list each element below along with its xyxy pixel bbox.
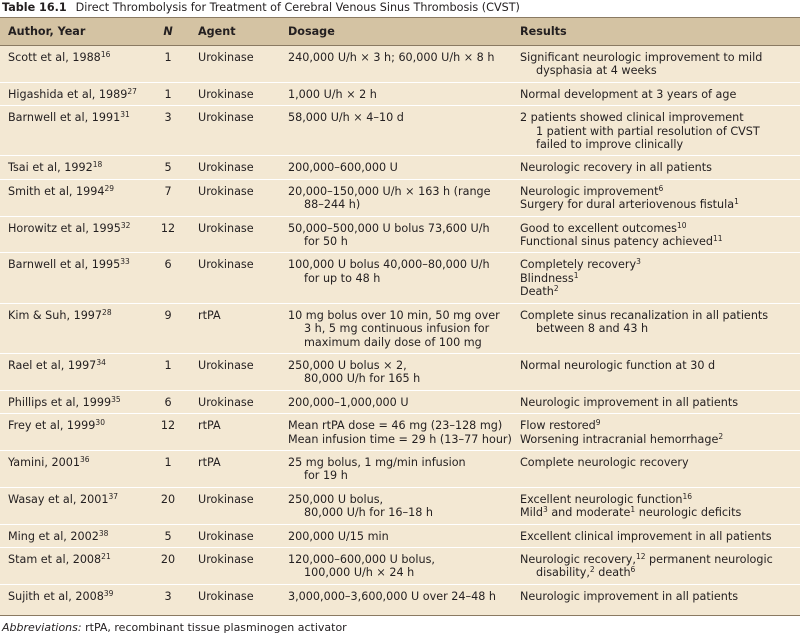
reference-number: 27 (127, 86, 137, 96)
dosage-line (288, 530, 512, 543)
dosage-line (288, 433, 512, 446)
cell-dosage (280, 253, 512, 303)
cell-results (512, 547, 800, 584)
author-year: Stam et al, 2008 (8, 552, 102, 566)
superscript: 1 (573, 270, 579, 280)
result-text: Completely recovery (520, 258, 637, 272)
author-year: Smith et al, 1994 (8, 184, 105, 198)
result-text: Neurologic improvement in all patients (520, 589, 739, 603)
cell-n: 3 (146, 106, 190, 156)
cell-results (512, 253, 800, 303)
author-year: Rael et al, 1997 (8, 358, 97, 372)
superscript: 12 (635, 551, 646, 561)
cell-results (512, 450, 800, 487)
superscript: 11 (712, 234, 723, 244)
cell-agent: Urokinase (190, 547, 280, 584)
superscript: 3 (636, 257, 641, 267)
result-line (520, 88, 800, 101)
cell-author (0, 253, 146, 303)
cell-dosage (280, 46, 512, 83)
cell-author (0, 353, 146, 390)
cell-agent: Urokinase (190, 390, 280, 413)
table-body (0, 46, 800, 608)
reference-number: 28 (102, 307, 112, 317)
result-text: Mild (520, 506, 543, 520)
table-row (0, 487, 800, 524)
dosage-text: 88–244 h) (304, 198, 361, 212)
author-year: Phillips et al, 1999 (8, 395, 112, 409)
table-row (0, 524, 800, 547)
dosage-line (288, 469, 512, 482)
dosage-line (288, 161, 512, 174)
dosage-line (288, 235, 512, 248)
cell-author (0, 46, 146, 83)
cell-agent: rtPA (190, 303, 280, 353)
cell-results (512, 524, 800, 547)
author-year: Scott et al, 1988 (8, 51, 101, 64)
table-row (0, 46, 800, 83)
cell-results (512, 82, 800, 105)
cell-author (0, 390, 146, 413)
author-year: Tsai et al, 1992 (8, 161, 93, 175)
author-year: Wasay et al, 2001 (8, 492, 109, 506)
dosage-line (288, 88, 512, 101)
header-agent: Agent (190, 18, 280, 46)
cell-author (0, 179, 146, 216)
cell-n: 9 (146, 303, 190, 353)
dosage-text: 80,000 U/h for 16–18 h (304, 506, 433, 520)
dosage-line (288, 506, 512, 519)
result-text: Neurologic recovery, (520, 552, 636, 566)
dosage-line (288, 566, 512, 579)
result-text: 2 patients showed clinical improvement (520, 111, 744, 125)
result-line (520, 359, 800, 372)
cell-results (512, 584, 800, 607)
dosage-text: 200,000–600,000 U (288, 161, 398, 175)
cell-dosage (280, 414, 512, 451)
result-text: Excellent clinical improvement in all patients (520, 529, 772, 543)
reference-number: 35 (111, 394, 121, 404)
cell-results (512, 414, 800, 451)
table-row (0, 303, 800, 353)
result-line (520, 111, 800, 124)
dosage-text: 3,000,000–3,600,000 U over 24–48 h (288, 589, 496, 603)
dosage-line (288, 322, 512, 335)
cell-agent: Urokinase (198, 589, 254, 603)
table-row (0, 450, 800, 487)
result-text: Neurologic improvement (520, 184, 659, 198)
cell-author (0, 106, 146, 156)
cell-author (0, 487, 146, 524)
cell-author (0, 584, 146, 607)
cell-author (0, 414, 146, 451)
cell-agent: Urokinase (190, 353, 280, 390)
result-line (520, 235, 800, 248)
cell-dosage (280, 179, 512, 216)
result-text: Normal neurologic function at 30 d (520, 358, 716, 372)
footnote-label: Abbreviations: (2, 621, 82, 634)
result-line (520, 198, 800, 211)
result-text: death (594, 566, 631, 580)
cell-agent: Urokinase (190, 82, 280, 105)
dosage-text: for 50 h (304, 235, 348, 249)
result-text: Neurologic improvement in all patients (520, 395, 739, 409)
cell-n: 3 (164, 589, 172, 603)
cell-agent: Urokinase (190, 46, 280, 83)
cell-n: 1 (146, 46, 190, 83)
result-text: Neurologic recovery in all patients (520, 161, 712, 175)
reference-number: 34 (96, 357, 106, 367)
result-text: Complete neurologic recovery (520, 455, 689, 469)
cell-dosage (280, 547, 512, 584)
cell-dosage (280, 487, 512, 524)
dosage-text: 250,000 U bolus, (288, 492, 384, 506)
header-author: Author, Year (0, 18, 146, 46)
cell-author (0, 156, 146, 179)
dosage-line (288, 185, 512, 198)
result-text: Worsening intracranial hemorrhage (520, 432, 719, 446)
reference-number: 33 (120, 257, 130, 267)
cell-n: 1 (146, 353, 190, 390)
dosage-line (288, 359, 512, 372)
superscript: 3 (542, 505, 548, 515)
result-text: Blindness (520, 271, 574, 285)
cell-dosage (280, 450, 512, 487)
table-title: Direct Thrombolysis for Treatment of Cerebral Venous Sinus Thrombosis (CVST) (75, 1, 520, 14)
dosage-text: Mean rtPA dose = 46 mg (23–128 mg) (288, 419, 503, 433)
superscript: 9 (595, 418, 601, 428)
cell-n: 5 (146, 524, 190, 547)
cell-dosage (280, 156, 512, 179)
result-line (520, 51, 800, 64)
author-year: Higashida et al, 1989 (8, 87, 128, 101)
header-dosage: Dosage (280, 18, 512, 46)
result-line (520, 419, 800, 432)
result-text: permanent neurologic (645, 552, 773, 566)
author-year: Barnwell et al, 1995 (8, 258, 121, 272)
result-line (520, 506, 800, 519)
dosage-text: 20,000–150,000 U/h × 163 h (range (288, 184, 491, 198)
reference-number: 39 (103, 588, 114, 598)
superscript: 2 (553, 284, 559, 294)
result-line (520, 493, 800, 506)
cell-results (512, 353, 800, 390)
result-line (520, 64, 800, 77)
superscript: 1 (630, 505, 636, 515)
superscript: 2 (589, 565, 595, 575)
cell-results (512, 46, 800, 83)
dosage-line (288, 396, 512, 409)
superscript: 6 (630, 565, 636, 575)
result-text: Normal development at 3 years of age (520, 87, 737, 101)
cell-n: 12 (146, 216, 190, 253)
dosage-line (288, 336, 512, 349)
result-line (520, 222, 800, 235)
reference-number: 31 (120, 110, 130, 120)
table-caption (0, 0, 800, 17)
result-line (520, 161, 800, 174)
cell-dosage (280, 584, 512, 607)
dosage-line (288, 419, 512, 432)
table-row (0, 414, 800, 451)
dosage-line (288, 372, 512, 385)
author-year: Kim & Suh, 1997 (8, 308, 103, 322)
table-container (0, 17, 800, 616)
dosage-line (288, 51, 512, 64)
cell-dosage (280, 524, 512, 547)
dosage-text: 80,000 U/h for 165 h (304, 372, 421, 386)
table-row (0, 547, 800, 584)
superscript: 6 (658, 183, 664, 193)
cell-results (512, 106, 800, 156)
table-row (0, 179, 800, 216)
superscript: 16 (682, 491, 693, 501)
cell-dosage (280, 303, 512, 353)
dosage-line (288, 456, 512, 469)
result-line (520, 433, 800, 446)
result-text: between 8 and 43 h (536, 322, 649, 336)
result-text: neurologic deficits (635, 506, 742, 520)
result-line (520, 322, 800, 335)
dosage-text: 3 h, 5 mg continuous infusion for (304, 322, 490, 336)
result-line (520, 553, 800, 566)
cell-author (0, 547, 146, 584)
superscript: 1 (734, 197, 739, 207)
result-text: Death (520, 285, 554, 299)
table-row (0, 353, 800, 390)
dosage-line (288, 553, 512, 566)
thrombolysis-table (0, 18, 800, 607)
cell-n: 6 (146, 390, 190, 413)
cell-agent: Urokinase (190, 524, 280, 547)
cell-results (512, 390, 800, 413)
result-text: dysphasia at 4 weeks (536, 64, 657, 78)
dosage-text: 200,000–1,000,000 U (288, 395, 409, 409)
superscript: 2 (718, 431, 724, 441)
dosage-line (288, 309, 512, 322)
dosage-text: Mean infusion time = 29 h (13–77 hour) (288, 432, 512, 446)
dosage-text: 100,000 U/h × 24 h (304, 566, 415, 580)
result-text: disability, (536, 566, 590, 580)
result-line (520, 456, 800, 469)
table-row (0, 253, 800, 303)
cell-agent: Urokinase (190, 253, 280, 303)
table-row (0, 106, 800, 156)
dosage-text: 25 mg bolus, 1 mg/min infusion (288, 455, 466, 469)
dosage-text: 10 mg bolus over 10 min, 50 mg over (288, 308, 500, 322)
cell-n: 1 (146, 450, 190, 487)
cell-dosage (280, 353, 512, 390)
result-line (520, 530, 800, 543)
cell-agent: Urokinase (190, 179, 280, 216)
reference-number: 18 (92, 160, 103, 170)
dosage-text: maximum daily dose of 100 mg (304, 335, 482, 349)
result-text: Functional sinus patency achieved (520, 235, 713, 249)
cell-results (512, 303, 800, 353)
author-year: Yamini, 2001 (8, 455, 80, 469)
cell-n: 7 (146, 179, 190, 216)
dosage-line (288, 222, 512, 235)
cell-results (512, 179, 800, 216)
author-year: Barnwell et al, 1991 (8, 111, 121, 125)
reference-number: 30 (95, 418, 105, 428)
header-results: Results (512, 18, 800, 46)
result-line (520, 138, 800, 151)
dosage-line (288, 590, 512, 603)
cell-author (0, 216, 146, 253)
result-line (520, 566, 800, 579)
result-text: 1 patient with partial resolution of CVST (536, 124, 760, 138)
table-number: Table 16.1 (2, 1, 67, 14)
reference-number: 21 (101, 551, 111, 561)
cell-author (0, 82, 146, 105)
dosage-text: 200,000 U/15 min (288, 529, 389, 543)
cell-n: 20 (146, 487, 190, 524)
result-text: failed to improve clinically (536, 138, 684, 152)
cell-dosage (280, 106, 512, 156)
table-row (0, 216, 800, 253)
cell-dosage (280, 216, 512, 253)
dosage-text: for up to 48 h (304, 271, 381, 285)
reference-number: 16 (100, 50, 111, 59)
dosage-text: for 19 h (304, 469, 348, 483)
dosage-line (288, 258, 512, 271)
result-line (520, 285, 800, 298)
result-text: Surgery for dural arteriovenous fistula (520, 198, 735, 212)
result-line (520, 125, 800, 138)
reference-number: 38 (98, 528, 109, 538)
dosage-line (288, 493, 512, 506)
dosage-text: 100,000 U bolus 40,000–80,000 U/h (288, 258, 490, 272)
cell-agent: rtPA (190, 450, 280, 487)
result-text: Flow restored (520, 419, 596, 433)
cell-agent: Urokinase (190, 156, 280, 179)
cell-n: 5 (146, 156, 190, 179)
cell-author (0, 524, 146, 547)
dosage-line (288, 198, 512, 211)
cell-n: 20 (146, 547, 190, 584)
dosage-text: 58,000 U/h × 4–10 d (288, 111, 404, 125)
author-year: Horowitz et al, 1995 (8, 221, 121, 235)
header-n: N (146, 18, 190, 46)
cell-dosage (280, 390, 512, 413)
table-row (0, 156, 800, 179)
cell-agent: rtPA (190, 414, 280, 451)
cell-n: 12 (146, 414, 190, 451)
result-text: and moderate (547, 506, 631, 520)
author-year: Frey et al, 1999 (8, 419, 96, 433)
result-line (520, 185, 800, 198)
cell-author (0, 450, 146, 487)
dosage-text: 120,000–600,000 U bolus, (288, 552, 435, 566)
table-footnote (0, 616, 800, 635)
result-text: Significant neurologic improvement to mild (520, 51, 763, 64)
cell-n: 6 (146, 253, 190, 303)
superscript: 10 (677, 220, 687, 230)
cell-results (512, 216, 800, 253)
cell-results (512, 487, 800, 524)
cell-agent: Urokinase (190, 216, 280, 253)
result-text: Good to excellent outcomes (520, 221, 678, 235)
dosage-text: 1,000 U/h × 2 h (288, 87, 377, 101)
cell-dosage (280, 82, 512, 105)
result-line (520, 396, 800, 409)
reference-number: 37 (108, 491, 118, 501)
table-row (0, 390, 800, 413)
footnote-text: rtPA, recombinant tissue plasminogen activator (81, 621, 347, 634)
table-row (0, 584, 800, 607)
cell-agent: Urokinase (190, 106, 280, 156)
result-line (520, 272, 800, 285)
result-line (520, 258, 800, 271)
result-line (520, 590, 800, 603)
dosage-line (288, 272, 512, 285)
cell-n: 1 (146, 82, 190, 105)
dosage-text: 50,000–500,000 U bolus 73,600 U/h (288, 221, 490, 235)
reference-number: 32 (120, 220, 131, 230)
dosage-text: 240,000 U/h × 3 h; 60,000 U/h × 8 h (288, 51, 495, 64)
cell-results (512, 156, 800, 179)
reference-number: 36 (79, 454, 90, 464)
author-year: Sujith et al, 2008 (8, 589, 104, 603)
cell-author (0, 303, 146, 353)
dosage-text: 250,000 U bolus × 2, (288, 358, 407, 372)
reference-number: 29 (104, 183, 115, 193)
cell-agent: Urokinase (190, 487, 280, 524)
table-header-row (0, 18, 800, 46)
result-line (520, 309, 800, 322)
result-text: Excellent neurologic function (520, 492, 683, 506)
author-year: Ming et al, 2002 (8, 529, 99, 543)
result-text: Complete sinus recanalization in all patients (520, 308, 769, 322)
table-row (0, 82, 800, 105)
dosage-line (288, 111, 512, 124)
